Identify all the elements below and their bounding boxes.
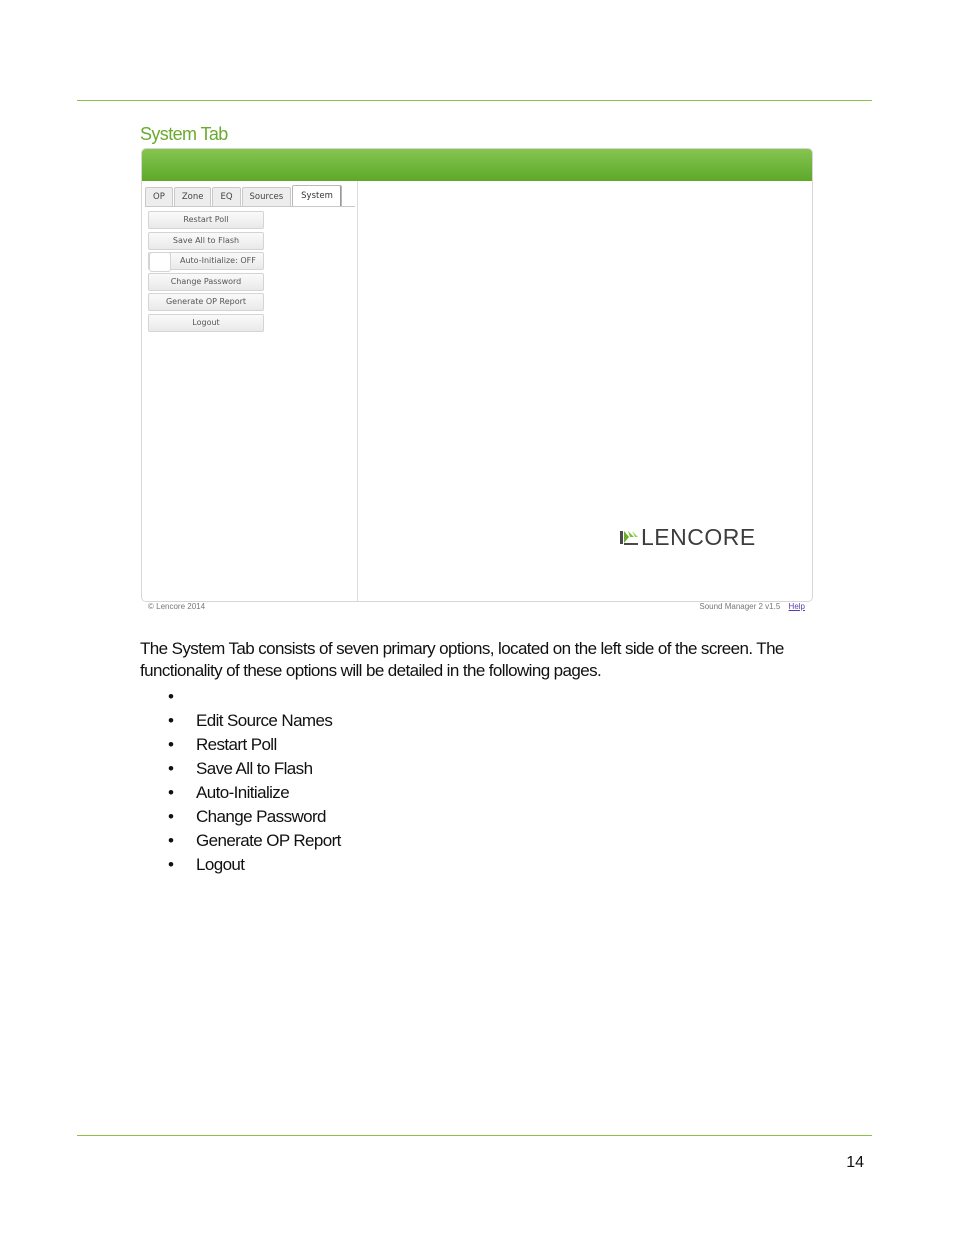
tab-sources[interactable]: Sources [242, 187, 292, 206]
footer-right [699, 602, 805, 611]
auto-initialize-toggle[interactable] [148, 252, 264, 270]
save-all-to-flash-button[interactable]: Save All to Flash [148, 232, 264, 250]
restart-poll-button[interactable]: Restart Poll [148, 211, 264, 229]
version-text: Sound Manager 2 v1.5 [699, 602, 781, 611]
list-item [168, 829, 341, 853]
left-panel [142, 181, 358, 601]
tab-underline [145, 206, 355, 207]
list-item-text: Change Password [196, 807, 326, 826]
lencore-logo [620, 525, 756, 549]
list-item [168, 805, 341, 829]
bullet-icon: • [168, 759, 174, 778]
toggle-switch-knob[interactable] [149, 252, 171, 272]
list-item-text: Edit Source Names [196, 711, 333, 730]
list-item [168, 685, 341, 709]
list-item [168, 781, 341, 805]
list-item-text: Auto-Initialize [196, 783, 290, 802]
app-screenshot [141, 148, 813, 602]
tab-eq[interactable]: EQ [212, 187, 240, 206]
section-title: System Tab [140, 124, 228, 144]
bullet-icon: • [168, 831, 174, 850]
app-footer [141, 602, 813, 616]
help-link[interactable]: Help [788, 602, 805, 611]
list-item-text: Logout [196, 855, 245, 874]
bullet-icon: • [168, 855, 174, 874]
lencore-logo-text: LENCORE [641, 523, 756, 550]
page-number: 14 [846, 1154, 864, 1171]
bullet-icon: • [168, 735, 174, 754]
list-item [168, 733, 341, 757]
list-item-text: Restart Poll [196, 735, 277, 754]
generate-op-report-button[interactable]: Generate OP Report [148, 293, 264, 311]
intro-paragraph: The System Tab consists of seven primary options, located on the left side of the screen. The functionality of these options will be detailed in the following pages. [140, 639, 784, 680]
list-item [168, 709, 341, 733]
tab-zone[interactable]: Zone [174, 187, 212, 206]
copyright-text: © Lencore 2014 [148, 602, 206, 611]
tab-bar [145, 185, 343, 207]
list-item [168, 757, 341, 781]
bullet-icon: • [168, 807, 174, 826]
lencore-logo-icon [620, 528, 638, 546]
footer-rule [77, 1135, 872, 1136]
change-password-button[interactable]: Change Password [148, 273, 264, 291]
tab-op[interactable]: OP [145, 187, 173, 206]
list-item [168, 853, 341, 877]
options-list [168, 685, 341, 877]
list-item-text: Generate OP Report [196, 831, 341, 850]
bullet-icon: • [168, 783, 174, 802]
bullet-icon: • [168, 711, 174, 730]
app-header-bar [142, 149, 812, 181]
logout-button[interactable]: Logout [148, 314, 264, 332]
bullet-icon: • [168, 687, 174, 706]
auto-initialize-label: Auto-Initialize: OFF [180, 256, 256, 265]
header-rule [77, 100, 872, 101]
list-item-text: Save All to Flash [196, 759, 313, 778]
tab-system[interactable]: System [292, 185, 342, 206]
